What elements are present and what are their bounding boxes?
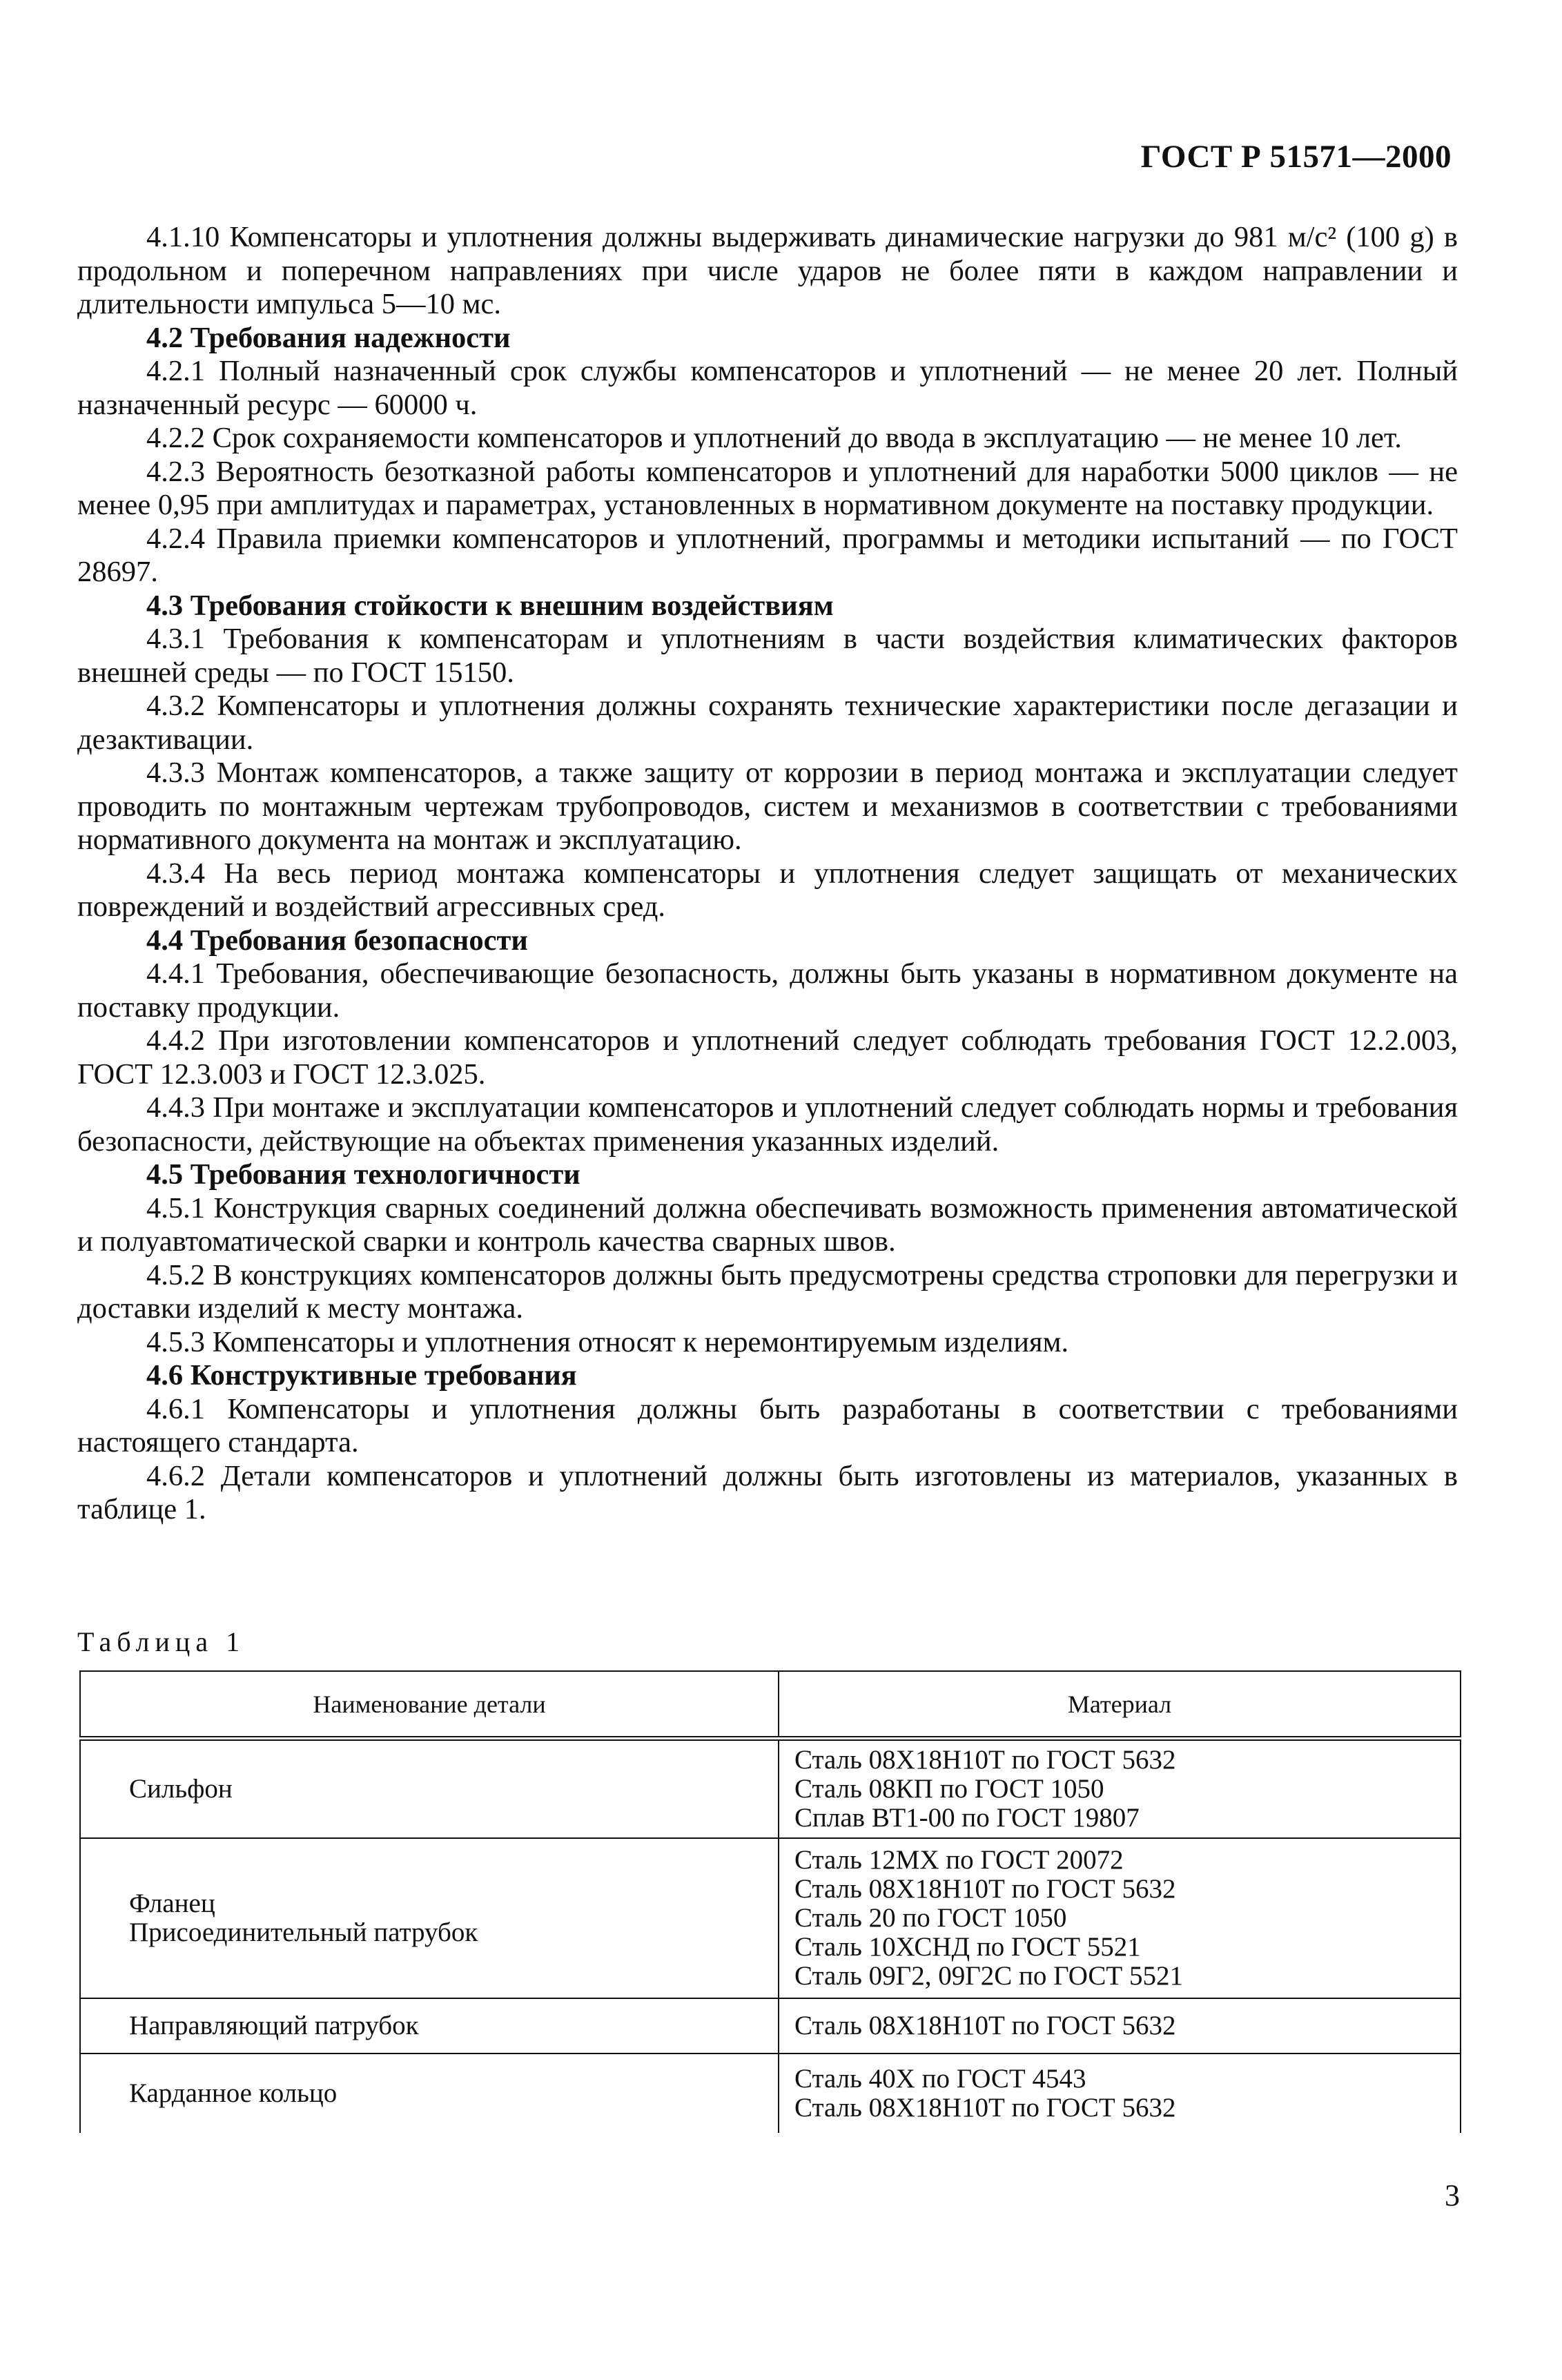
detail-name: Присоединительный патрубок	[129, 1918, 478, 1947]
paragraph: 4.6.2 Детали компенсаторов и уплотнений должны быть изготовлены из материалов, указанных в таблице 1.	[77, 1459, 1458, 1525]
table-header-row	[80, 1671, 1461, 1739]
detail-cell	[80, 1739, 779, 1839]
detail-cell	[80, 2054, 779, 2133]
material-line: Сталь 09Г2, 09Г2С по ГОСТ 5521	[794, 1961, 1183, 1991]
paragraph: 4.2.4 Правила приемки компенсаторов и уплотнений, программы и методики испытаний — по ГОСТ 28697.	[77, 522, 1458, 588]
material-line: Сталь 08Х18Н10Т по ГОСТ 5632	[794, 1745, 1176, 1775]
material-line: Сталь 08Х18Н10Т по ГОСТ 5632	[794, 2093, 1176, 2123]
section-heading: 4.6 Конструктивные требования	[146, 1359, 577, 1392]
material-cell	[779, 2054, 1461, 2133]
material-line: Сталь 08КП по ГОСТ 1050	[794, 1774, 1104, 1804]
materials-table	[79, 1670, 1461, 2133]
material-line: Сталь 08Х18Н10Т по ГОСТ 5632	[794, 1874, 1176, 1904]
detail-name: Фланец	[129, 1889, 215, 1918]
section-heading: 4.4 Требования безопасности	[146, 924, 528, 957]
material-line: Сплав ВТ1-00 по ГОСТ 19807	[794, 1803, 1140, 1833]
material-line: Сталь 10ХСНД по ГОСТ 5521	[794, 1932, 1141, 1962]
material-cell	[779, 1739, 1461, 1839]
paragraph: 4.4.2 При изготовлении компенсаторов и уплотнений следует соблюдать требования ГОСТ 12.2.003, ГОСТ 12.3.003 и ГОСТ 12.3.025.	[77, 1024, 1458, 1091]
material-cell	[779, 1838, 1461, 1998]
document-body	[77, 221, 1458, 1527]
material-line: Сталь 20 по ГОСТ 1050	[794, 1903, 1067, 1933]
table-caption: Таблица 1	[77, 1626, 246, 1657]
table-row	[80, 2054, 1461, 2133]
detail-name: Направляющий патрубок	[129, 2011, 419, 2040]
section-heading: 4.5 Требования технологичности	[146, 1158, 580, 1191]
detail-cell	[80, 1838, 779, 1998]
detail-cell	[80, 1998, 779, 2054]
paragraph: 4.5.1 Конструкция сварных соединений должна обеспечивать возможность применения автоматической и полуавтоматической сварки и контроль качества сварных швов.	[77, 1191, 1458, 1258]
paragraph: 4.2.2 Срок сохраняемости компенсаторов и уплотнений до ввода в эксплуатацию — не менее 10 лет.	[146, 422, 1402, 454]
detail-name: Сильфон	[129, 1774, 233, 1804]
section-heading: 4.3 Требования стойкости к внешним воздействиям	[146, 589, 834, 622]
paragraph: 4.5.3 Компенсаторы и уплотнения относят к неремонтируемым изделиям.	[146, 1325, 1069, 1358]
paragraph: 4.5.2 В конструкциях компенсаторов должны быть предусмотрены средства строповки для перегрузки и доставки изделий к месту монтажа.	[77, 1258, 1458, 1325]
material-line: Сталь 08Х18Н10Т по ГОСТ 5632	[794, 2011, 1176, 2040]
material-line: Сталь 12МХ по ГОСТ 20072	[794, 1845, 1124, 1875]
material-cell	[779, 1998, 1461, 2054]
paragraph: 4.2.1 Полный назначенный срок службы компенсаторов и уплотнений — не менее 20 лет. Полный назначенный ресурс — 60000 ч.	[77, 355, 1458, 421]
paragraph: 4.4.1 Требования, обеспечивающие безопасность, должны быть указаны в нормативном документе на поставку продукции.	[77, 957, 1458, 1024]
paragraph: 4.3.4 На весь период монтажа компенсаторы и уплотнения следует защищать от механических повреждений и воздействий агрессивных сред.	[77, 857, 1458, 923]
column-header-detail: Наименование детали	[80, 1671, 779, 1739]
paragraph: 4.1.10 Компенсаторы и уплотнения должны выдерживать динамические нагрузки до 981 м/с² (100 g) в продольном и поперечном направлениях при числе ударов не более пяти в каждом направлении и длительности импульса 5—10 мс.	[77, 221, 1458, 320]
material-line: Сталь 40Х по ГОСТ 4543	[794, 2064, 1086, 2094]
table-row	[80, 1998, 1461, 2054]
paragraph: 4.3.3 Монтаж компенсаторов, а также защиту от коррозии в период монтажа и эксплуатации следует проводить по монтажным чертежам трубопроводов, систем и механизмов в соответствии с требованиями нормативного документа на монтаж и эксплуатацию.	[77, 757, 1458, 856]
paragraph: 4.2.3 Вероятность безотказной работы компенсаторов и уплотнений для наработки 5000 циклов — не менее 0,95 при амплитудах и параметрах, установленных в нормативном документе на поставку продукции.	[77, 455, 1458, 521]
detail-name: Карданное кольцо	[129, 2078, 338, 2108]
column-header-material: Материал	[779, 1671, 1461, 1739]
document-header: ГОСТ Р 51571—2000	[1140, 139, 1452, 175]
paragraph: 4.3.2 Компенсаторы и уплотнения должны сохранять технические характеристики после дегазации и дезактивации.	[77, 690, 1458, 756]
table-row	[80, 1739, 1461, 1839]
paragraph: 4.4.3 При монтаже и эксплуатации компенсаторов и уплотнений следует соблюдать нормы и требования безопасности, действующие на объектах применения указанных изделий.	[77, 1091, 1458, 1158]
paragraph: 4.6.1 Компенсаторы и уплотнения должны быть разработаны в соответствии с требованиями настоящего стандарта.	[77, 1392, 1458, 1459]
paragraph: 4.3.1 Требования к компенсаторам и уплотнениям в части воздействия климатических факторов внешней среды — по ГОСТ 15150.	[77, 623, 1458, 689]
page-number: 3	[1445, 2178, 1460, 2212]
table-row	[80, 1838, 1461, 1998]
section-heading: 4.2 Требования надежности	[146, 321, 511, 354]
